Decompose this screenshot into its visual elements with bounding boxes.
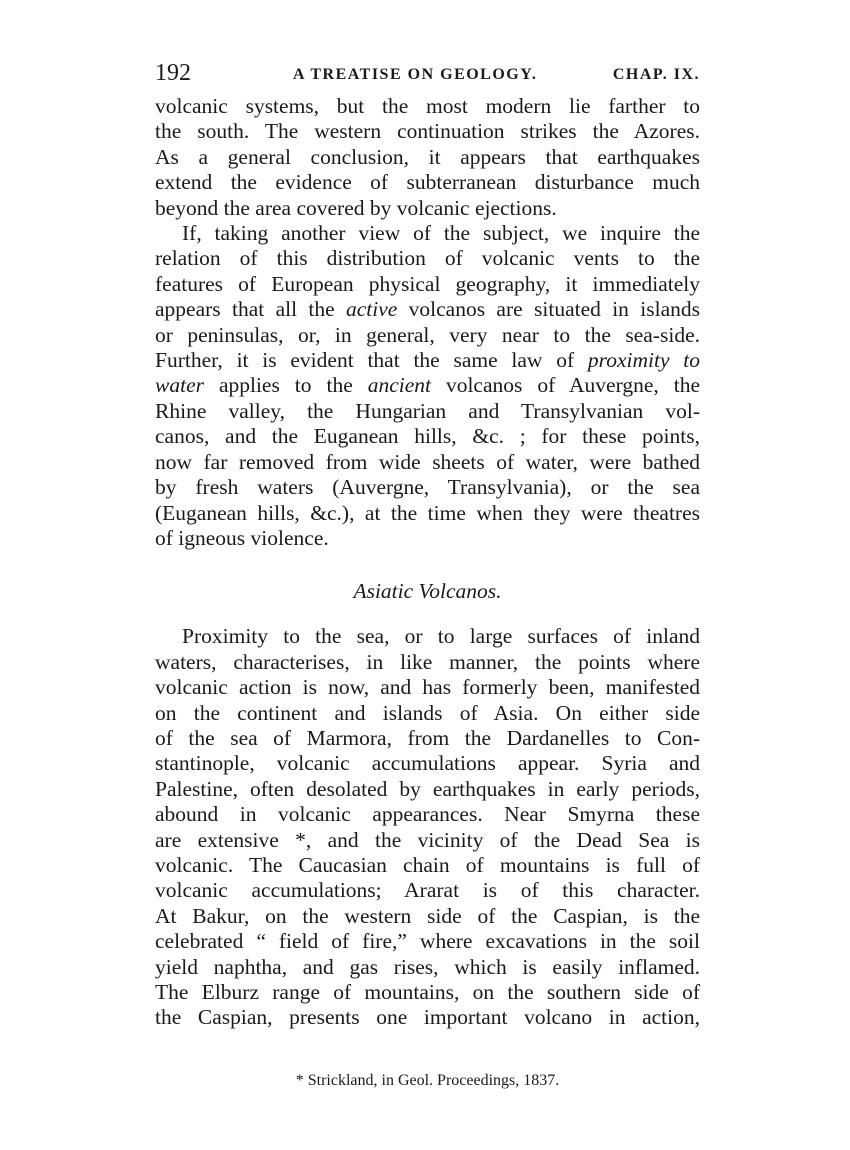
text-line: canos, and the Euganean hills, &c. ; for these points, <box>155 424 700 449</box>
text-line: volcanic action is now, and has formerly been, manifested <box>155 675 700 700</box>
text-line: the Caspian, presents one important volcano in action, <box>155 1005 700 1030</box>
italic-word: ancient <box>367 373 431 398</box>
text-line: Palestine, often desolated by earthquakes in early periods, <box>155 776 700 801</box>
text-line: yield naphtha, and gas rises, which is easily inflamed. <box>155 954 700 979</box>
italic-word: water <box>155 373 204 398</box>
text-line: are extensive *, and the vicinity of the Dead Sea is <box>155 827 700 852</box>
section-heading: Asiatic Volcanos. <box>353 579 502 604</box>
text-line <box>155 348 700 373</box>
paragraph-3 <box>155 624 700 1031</box>
text-line <box>155 373 700 398</box>
text-run: applies to the <box>203 373 368 398</box>
text-line: Rhine valley, the Hungarian and Transylvanian vol- <box>155 398 700 423</box>
text-line: stantinople, volcanic accumulations appear. Syria and <box>155 751 700 776</box>
text-line: waters, characterises, in like manner, the points where <box>155 649 700 674</box>
text-line: volcanic. The Caucasian chain of mountains is full of <box>155 852 700 877</box>
text-line: As a general conclusion, it appears that earthquakes <box>155 144 700 169</box>
book-page <box>155 60 700 1089</box>
text-run: volcanos of Auvergne, the <box>431 373 700 398</box>
text-run: volcanos are situated in islands <box>397 297 700 322</box>
text-line: or peninsulas, or, in general, very near to the sea-side. <box>155 322 700 347</box>
text-line: on the continent and islands of Asia. On either side <box>155 700 700 725</box>
text-line: abound in volcanic appearances. Near Smyrna these <box>155 802 700 827</box>
paragraph-2 <box>155 221 700 551</box>
text-line: The Elburz range of mountains, on the southern side of <box>155 980 700 1004</box>
text-line: Proximity to the sea, or to large surfaces of inland <box>182 624 700 649</box>
chapter-label: CHAP. IX. <box>612 66 700 83</box>
running-title: A TREATISE ON GEOLOGY. <box>293 66 538 83</box>
text-line: of igneous violence. <box>155 525 329 550</box>
text-line: of the sea of Marmora, from the Dardanelles to Con- <box>155 725 700 750</box>
text-line: volcanic systems, but the most modern lie farther to <box>155 94 700 118</box>
text-line: celebrated “ field of fire,” where excavations in the soil <box>155 929 700 954</box>
running-header <box>155 60 700 94</box>
text-line: relation of this distribution of volcanic vents to the <box>155 246 700 271</box>
text-line: extend the evidence of subterranean disturbance much <box>155 170 700 195</box>
text-line: At Bakur, on the western side of the Caspian, is the <box>155 903 700 928</box>
text-line: If, taking another view of the subject, we inquire the <box>182 221 700 246</box>
footnote: * Strickland, in Geol. Proceedings, 1837. <box>295 1072 560 1089</box>
text-line: now far removed from wide sheets of water, were bathed <box>155 449 700 474</box>
page-number: 192 <box>155 60 191 86</box>
text-line: the south. The western continuation strikes the Azores. <box>155 119 700 144</box>
text-line: beyond the area covered by volcanic ejections. <box>155 195 557 220</box>
paragraph-1 <box>155 94 700 221</box>
text-line: volcanic accumulations; Ararat is of this character. <box>155 878 700 903</box>
text-line: by fresh waters (Auvergne, Transylvania), or the sea <box>155 475 700 500</box>
text-line: features of European physical geography, it immediately <box>155 271 700 296</box>
text-run: Further, it is evident that the same law of <box>155 348 588 373</box>
italic-word: active <box>346 297 398 322</box>
text-line: (Euganean hills, &c.), at the time when they were theatres <box>155 500 700 525</box>
italic-word: proximity to <box>587 348 700 373</box>
text-run: appears that all the <box>155 297 346 322</box>
text-line <box>155 297 700 322</box>
